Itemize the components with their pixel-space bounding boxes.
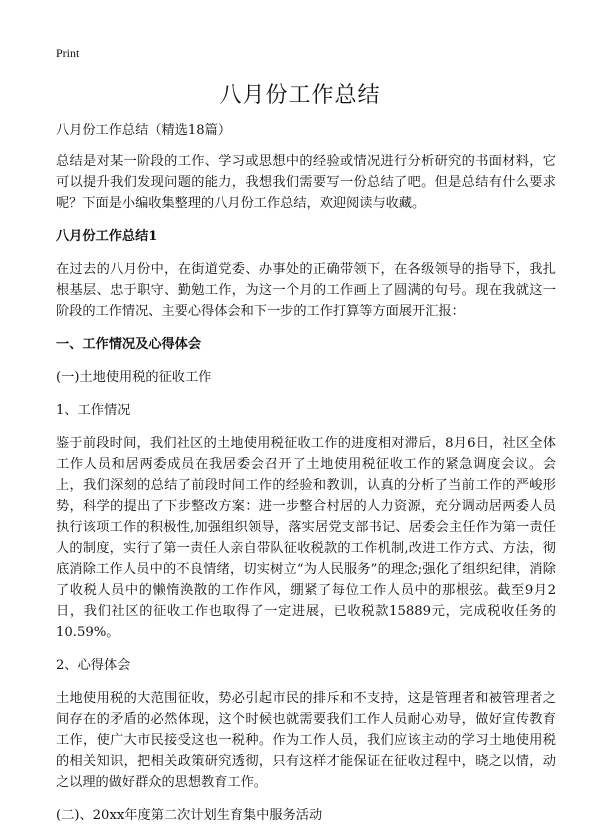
item-heading: (一)土地使用税的征收工作 [56,370,212,385]
part-heading: 一、工作情况及心得体会 [56,337,202,352]
subitem-heading: 1、工作情况 [56,403,131,418]
section-heading: 八月份工作总结1 [56,229,158,244]
document-body [56,120,556,838]
document-subtitle: 八月份工作总结（精选18篇） [56,123,232,138]
intro-paragraph: 总结是对某一阶段的工作、学习或思想中的经验或情况进行分析研究的书面材料，它可以提升我们发现问题的能力，我想我们需要写一份总结了吧。但是总结有什么要求呢？下面是小编收集整理的八月份工作总结，欢迎阅读与收藏。 [56,154,556,211]
work-status-paragraph: 鉴于前段时间，我们社区的土地使用税征收工作的进度相对滞后，8月6日，社区全体工作人员和居两委成员在我居委会召开了土地使用税征收工作的紧急调度会议。会上，我们深刻的总结了前段时间工作的经验和教训，认真的分析了当前工作的严峻形势，科学的提出了下步整改方案：进一步整合村居的人力资源，充分调动居两委人员执行该项工作的积极性,加强组织领导，落实居党支部书记、居委会主任作为第一责任人的制度，实行了第一责任人亲自带队征收税款的工作机制,改进工作方式、方法，彻底消除工作人员中的不良情绪，切实树立“为人民服务”的理念;强化了组织纪律，消除了收税人员中的懒惰涣散的工作作风，绷紧了每位工作人员中的那根弦。截至9月2日，我们社区的征收工作也取得了一定进展，已收税款15889元，完成税收任务的10.59%。 [56,436,556,640]
document-title: 八月份工作总结 [219,83,381,108]
section-intro-paragraph: 在过去的八月份中，在街道党委、办事处的正确带领下，在各级领导的指导下，我扎根基层、忠于职守、勤勉工作，为这一个月的工作画上了圆满的句号。现在我就这一阶段的工作情况、主要心得体会和下一步的工作打算等方面展开汇报： [56,262,556,319]
item-heading: (二)、20xx年度第二次计划生育集中服务活动 [56,808,323,823]
experience-paragraph: 土地使用税的大范围征收，势必引起市民的排斥和不支持，这是管理者和被管理者之间存在的矛盾的必然体现，这个时候也就需要我们工作人员耐心劝导，做好宣传教育工作，使广大市民接受这也一税种。作为工作人员，我们应该主动的学习土地使用税的相关知识，把相关政策研究透彻，只有这样才能保证在征收过程中，晓之以情，动之以理的做好群众的思想教育工作。 [56,691,556,790]
print-label[interactable]: Print [56,46,80,60]
subitem-heading: 2、心得体会 [56,658,131,673]
